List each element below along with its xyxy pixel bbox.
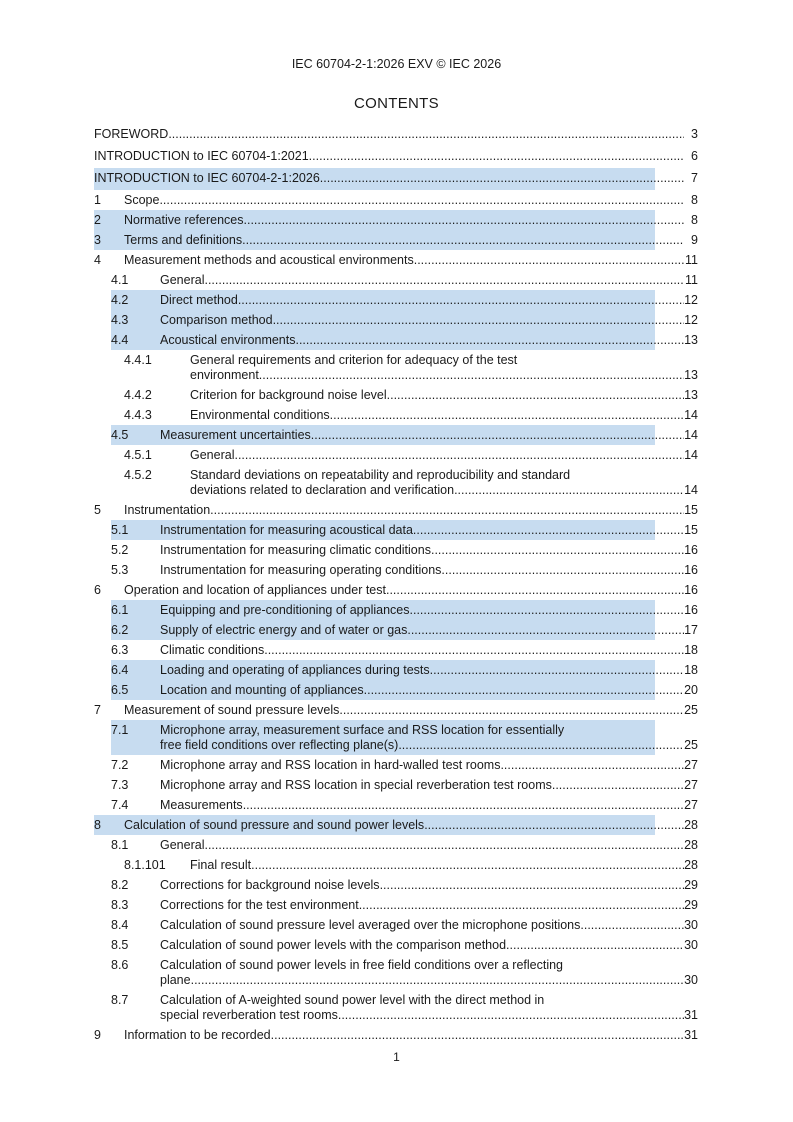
dot-leader bbox=[398, 738, 684, 753]
page-ref: 13 bbox=[684, 387, 698, 402]
toc-entry[interactable] bbox=[94, 210, 698, 230]
section-title: Location and mounting of appliances bbox=[160, 682, 364, 697]
section-title-continued: environment bbox=[190, 367, 259, 382]
dot-leader bbox=[204, 273, 684, 288]
page-ref: 3 bbox=[691, 126, 698, 141]
page-ref: 12 bbox=[684, 292, 698, 307]
dot-leader bbox=[386, 583, 684, 598]
section-number: 8.1 bbox=[111, 837, 129, 852]
section-number: 5.2 bbox=[111, 542, 129, 557]
section-number: 8.4 bbox=[111, 917, 129, 932]
dot-leader bbox=[413, 523, 684, 538]
section-title: Environmental conditions bbox=[190, 407, 330, 422]
dot-leader bbox=[431, 543, 684, 558]
dot-leader bbox=[295, 333, 684, 348]
toc-entry[interactable] bbox=[94, 385, 698, 405]
section-title: Scope bbox=[124, 192, 160, 207]
toc-entry[interactable] bbox=[94, 835, 698, 855]
page-ref: 25 bbox=[684, 737, 698, 752]
dot-leader bbox=[506, 938, 684, 953]
page-ref: 9 bbox=[691, 232, 698, 247]
section-title: Instrumentation for measuring acoustical data bbox=[160, 522, 413, 537]
section-title: Calculation of sound pressure and sound power levels bbox=[124, 817, 425, 832]
dot-leader bbox=[264, 643, 684, 658]
dot-leader bbox=[552, 778, 684, 793]
toc-entry[interactable] bbox=[94, 680, 698, 700]
page-ref: 28 bbox=[684, 817, 698, 832]
section-title: General requirements and criterion for adequacy of the test bbox=[190, 352, 518, 367]
section-title: Equipping and pre-conditioning of appliances bbox=[160, 602, 410, 617]
toc-entry[interactable] bbox=[94, 795, 698, 815]
toc-entry[interactable] bbox=[94, 775, 698, 795]
toc-entry[interactable] bbox=[94, 660, 698, 680]
toc-entry[interactable] bbox=[94, 190, 698, 210]
section-number: 7.3 bbox=[111, 777, 129, 792]
dot-leader bbox=[424, 818, 684, 833]
dot-leader bbox=[259, 368, 684, 383]
section-number: 5.1 bbox=[111, 522, 129, 537]
dot-leader bbox=[387, 388, 684, 403]
page-ref: 14 bbox=[684, 407, 698, 422]
page-ref: 20 bbox=[684, 682, 698, 697]
page-ref: 15 bbox=[684, 522, 698, 537]
section-number: 8.6 bbox=[111, 957, 129, 972]
page-ref: 18 bbox=[684, 642, 698, 657]
section-number: 4.5 bbox=[111, 427, 129, 442]
toc-entry[interactable] bbox=[94, 955, 698, 990]
page-ref: 30 bbox=[684, 972, 698, 987]
dot-leader bbox=[159, 193, 684, 208]
dot-leader bbox=[191, 973, 684, 988]
section-title: General bbox=[160, 837, 205, 852]
section-number: 8.3 bbox=[111, 897, 129, 912]
toc-entry[interactable] bbox=[94, 895, 698, 915]
page-ref: 27 bbox=[684, 777, 698, 792]
dot-leader bbox=[414, 253, 684, 268]
toc-entry[interactable] bbox=[94, 168, 698, 190]
page-ref: 29 bbox=[684, 877, 698, 892]
section-number: 6.4 bbox=[111, 662, 129, 677]
section-number: 4.1 bbox=[111, 272, 129, 287]
dot-leader bbox=[330, 408, 684, 423]
toc-entry[interactable] bbox=[94, 915, 698, 935]
section-title: Microphone array and RSS location in special reverberation test rooms bbox=[160, 777, 552, 792]
toc-entry[interactable] bbox=[94, 146, 698, 168]
dot-leader bbox=[168, 127, 684, 142]
section-title: Calculation of A-weighted sound power level with the direct method in bbox=[160, 992, 545, 1007]
toc-entry[interactable] bbox=[94, 540, 698, 560]
toc-entry[interactable] bbox=[94, 875, 698, 895]
section-title: Comparison method bbox=[160, 312, 273, 327]
section-title: Corrections for background noise levels bbox=[160, 877, 380, 892]
section-title: Measurement uncertainties bbox=[160, 427, 311, 442]
section-title-continued: free field conditions over reflecting plane(s) bbox=[160, 737, 399, 752]
section-number: 6.1 bbox=[111, 602, 129, 617]
section-number: 4.3 bbox=[111, 312, 129, 327]
section-title: Direct method bbox=[160, 292, 238, 307]
section-number: 4.4.3 bbox=[124, 407, 152, 422]
toc-entry[interactable] bbox=[94, 310, 698, 330]
section-title: Final result bbox=[190, 857, 252, 872]
section-title: Microphone array, measurement surface and RSS location for essentially bbox=[160, 722, 565, 737]
page-ref: 11 bbox=[685, 252, 698, 267]
section-number: 4 bbox=[94, 252, 101, 267]
section-title: Instrumentation bbox=[124, 502, 211, 517]
dot-leader bbox=[320, 171, 684, 186]
toc-entry[interactable] bbox=[94, 815, 698, 835]
toc-entry[interactable] bbox=[94, 250, 698, 270]
toc-entry[interactable] bbox=[94, 290, 698, 310]
section-number: 4.5.2 bbox=[124, 467, 152, 482]
page-ref: 16 bbox=[684, 562, 698, 577]
page-ref: 28 bbox=[684, 837, 698, 852]
section-title: FOREWORD bbox=[94, 126, 169, 141]
page-ref: 17 bbox=[684, 622, 698, 637]
dot-leader bbox=[364, 683, 684, 698]
dot-leader bbox=[311, 428, 684, 443]
section-title: Climatic conditions bbox=[160, 642, 265, 657]
contents-title: CONTENTS bbox=[354, 95, 439, 112]
section-number: 4.4 bbox=[111, 332, 129, 347]
dot-leader bbox=[238, 293, 684, 308]
dot-leader bbox=[441, 563, 684, 578]
section-number: 8 bbox=[94, 817, 101, 832]
page-ref: 14 bbox=[684, 427, 698, 442]
dot-leader bbox=[204, 838, 684, 853]
page-ref: 14 bbox=[684, 482, 698, 497]
section-title: Terms and definitions bbox=[124, 232, 243, 247]
page-ref: 30 bbox=[684, 937, 698, 952]
section-number: 7 bbox=[94, 702, 101, 717]
section-title: Instrumentation for measuring climatic conditions bbox=[160, 542, 431, 557]
section-number: 7.2 bbox=[111, 757, 129, 772]
page-ref: 31 bbox=[684, 1007, 698, 1022]
toc-entry[interactable] bbox=[94, 124, 698, 146]
section-title: Criterion for background noise level bbox=[190, 387, 387, 402]
page-ref: 29 bbox=[684, 897, 698, 912]
section-number: 1 bbox=[94, 192, 101, 207]
toc-entry[interactable] bbox=[94, 465, 698, 500]
toc-entry[interactable] bbox=[94, 755, 698, 775]
dot-leader bbox=[407, 623, 684, 638]
dot-leader bbox=[234, 448, 684, 463]
section-number: 8.2 bbox=[111, 877, 129, 892]
page-ref: 8 bbox=[691, 192, 698, 207]
section-title: General bbox=[160, 272, 205, 287]
section-number: 4.2 bbox=[111, 292, 129, 307]
page-ref: 16 bbox=[684, 582, 698, 597]
page-ref: 31 bbox=[684, 1027, 698, 1042]
page-ref: 27 bbox=[684, 757, 698, 772]
section-number: 8.1.101 bbox=[124, 857, 166, 872]
section-title-continued: special reverberation test rooms bbox=[160, 1007, 338, 1022]
page-ref: 27 bbox=[684, 797, 698, 812]
section-title: General bbox=[190, 447, 235, 462]
toc-entry[interactable] bbox=[94, 445, 698, 465]
toc-entry[interactable] bbox=[94, 720, 698, 755]
section-number: 6 bbox=[94, 582, 101, 597]
dot-leader bbox=[338, 1008, 684, 1023]
section-number: 8.7 bbox=[111, 992, 129, 1007]
section-number: 6.2 bbox=[111, 622, 129, 637]
toc-entry[interactable] bbox=[94, 560, 698, 580]
page-ref: 18 bbox=[684, 662, 698, 677]
section-number: 6.3 bbox=[111, 642, 129, 657]
page-number: 1 bbox=[393, 1050, 400, 1064]
page-ref: 16 bbox=[684, 602, 698, 617]
dot-leader bbox=[454, 483, 684, 498]
page-ref: 6 bbox=[691, 148, 698, 163]
section-number: 9 bbox=[94, 1027, 101, 1042]
page-ref: 16 bbox=[684, 542, 698, 557]
toc-entry[interactable] bbox=[94, 990, 698, 1025]
section-title-continued: plane bbox=[160, 972, 191, 987]
section-title: Measurement of sound pressure levels bbox=[124, 702, 340, 717]
section-number: 3 bbox=[94, 232, 101, 247]
section-title: Information to be recorded bbox=[124, 1027, 271, 1042]
section-title: Supply of electric energy and of water or gas bbox=[160, 622, 408, 637]
page-ref: 13 bbox=[684, 367, 698, 382]
dot-leader bbox=[339, 703, 684, 718]
section-title: INTRODUCTION to IEC 60704-1:2021 bbox=[94, 148, 309, 163]
dot-leader bbox=[500, 758, 684, 773]
dot-leader bbox=[210, 503, 684, 518]
section-title: INTRODUCTION to IEC 60704-2-1:2026 bbox=[94, 170, 320, 185]
section-number: 7.4 bbox=[111, 797, 129, 812]
section-title: Calculation of sound pressure level averaged over the microphone positions bbox=[160, 917, 581, 932]
toc-entry[interactable] bbox=[94, 935, 698, 955]
dot-leader bbox=[580, 918, 684, 933]
dot-leader bbox=[410, 603, 685, 618]
section-title: Calculation of sound power levels with the comparison method bbox=[160, 937, 507, 952]
toc-entry[interactable] bbox=[94, 1025, 698, 1045]
dot-leader bbox=[251, 858, 684, 873]
toc-entry[interactable] bbox=[94, 580, 698, 600]
section-number: 7.1 bbox=[111, 722, 129, 737]
section-number: 4.5.1 bbox=[124, 447, 152, 462]
page-ref: 8 bbox=[691, 212, 698, 227]
section-number: 4.4.1 bbox=[124, 352, 152, 367]
section-number: 6.5 bbox=[111, 682, 129, 697]
toc-entry[interactable] bbox=[94, 640, 698, 660]
toc-entry[interactable] bbox=[94, 855, 698, 875]
toc-entry[interactable] bbox=[94, 270, 698, 290]
section-title: Corrections for the test environment bbox=[160, 897, 359, 912]
toc-entry[interactable] bbox=[94, 620, 698, 640]
toc-entry[interactable] bbox=[94, 330, 698, 350]
section-number: 5.3 bbox=[111, 562, 129, 577]
dot-leader bbox=[243, 798, 684, 813]
toc-entry[interactable] bbox=[94, 700, 698, 720]
section-title: Loading and operating of appliances during tests bbox=[160, 662, 430, 677]
section-title: Operation and location of appliances under test bbox=[124, 582, 386, 597]
toc-entry[interactable] bbox=[94, 425, 698, 445]
dot-leader bbox=[244, 213, 685, 228]
section-title: Normative references bbox=[124, 212, 244, 227]
page-ref: 30 bbox=[684, 917, 698, 932]
dot-leader bbox=[273, 313, 684, 328]
section-number: 2 bbox=[94, 212, 101, 227]
section-number: 4.4.2 bbox=[124, 387, 152, 402]
table-of-contents bbox=[94, 124, 698, 1045]
dot-leader bbox=[380, 878, 684, 893]
section-title: Microphone array and RSS location in hard-walled test rooms bbox=[160, 757, 501, 772]
dot-leader bbox=[430, 663, 684, 678]
section-title: Measurements bbox=[160, 797, 243, 812]
toc-entry[interactable] bbox=[94, 520, 698, 540]
toc-entry[interactable] bbox=[94, 350, 698, 385]
page-ref: 12 bbox=[684, 312, 698, 327]
section-title: Measurement methods and acoustical environments bbox=[124, 252, 414, 267]
toc-entry[interactable] bbox=[94, 600, 698, 620]
section-number: 8.5 bbox=[111, 937, 129, 952]
page-ref: 15 bbox=[684, 502, 698, 517]
toc-entry[interactable] bbox=[94, 230, 698, 250]
toc-entry[interactable] bbox=[94, 500, 698, 520]
section-title-continued: deviations related to declaration and verification bbox=[190, 482, 455, 497]
dot-leader bbox=[271, 1028, 684, 1043]
page-ref: 25 bbox=[684, 702, 698, 717]
page-ref: 7 bbox=[691, 170, 698, 185]
page-ref: 11 bbox=[685, 272, 698, 287]
section-number: 5 bbox=[94, 502, 101, 517]
page-ref: 28 bbox=[684, 857, 698, 872]
dot-leader bbox=[242, 233, 684, 248]
section-title: Standard deviations on repeatability and reproducibility and standard bbox=[190, 467, 571, 482]
section-title: Calculation of sound power levels in free field conditions over a reflecting bbox=[160, 957, 564, 972]
page-ref: 13 bbox=[684, 332, 698, 347]
section-title: Instrumentation for measuring operating conditions bbox=[160, 562, 442, 577]
dot-leader bbox=[309, 149, 684, 164]
page-ref: 14 bbox=[684, 447, 698, 462]
toc-entry[interactable] bbox=[94, 405, 698, 425]
section-title: Acoustical environments bbox=[160, 332, 296, 347]
dot-leader bbox=[359, 898, 684, 913]
document-header: IEC 60704-2-1:2026 EXV © IEC 2026 bbox=[291, 57, 502, 71]
